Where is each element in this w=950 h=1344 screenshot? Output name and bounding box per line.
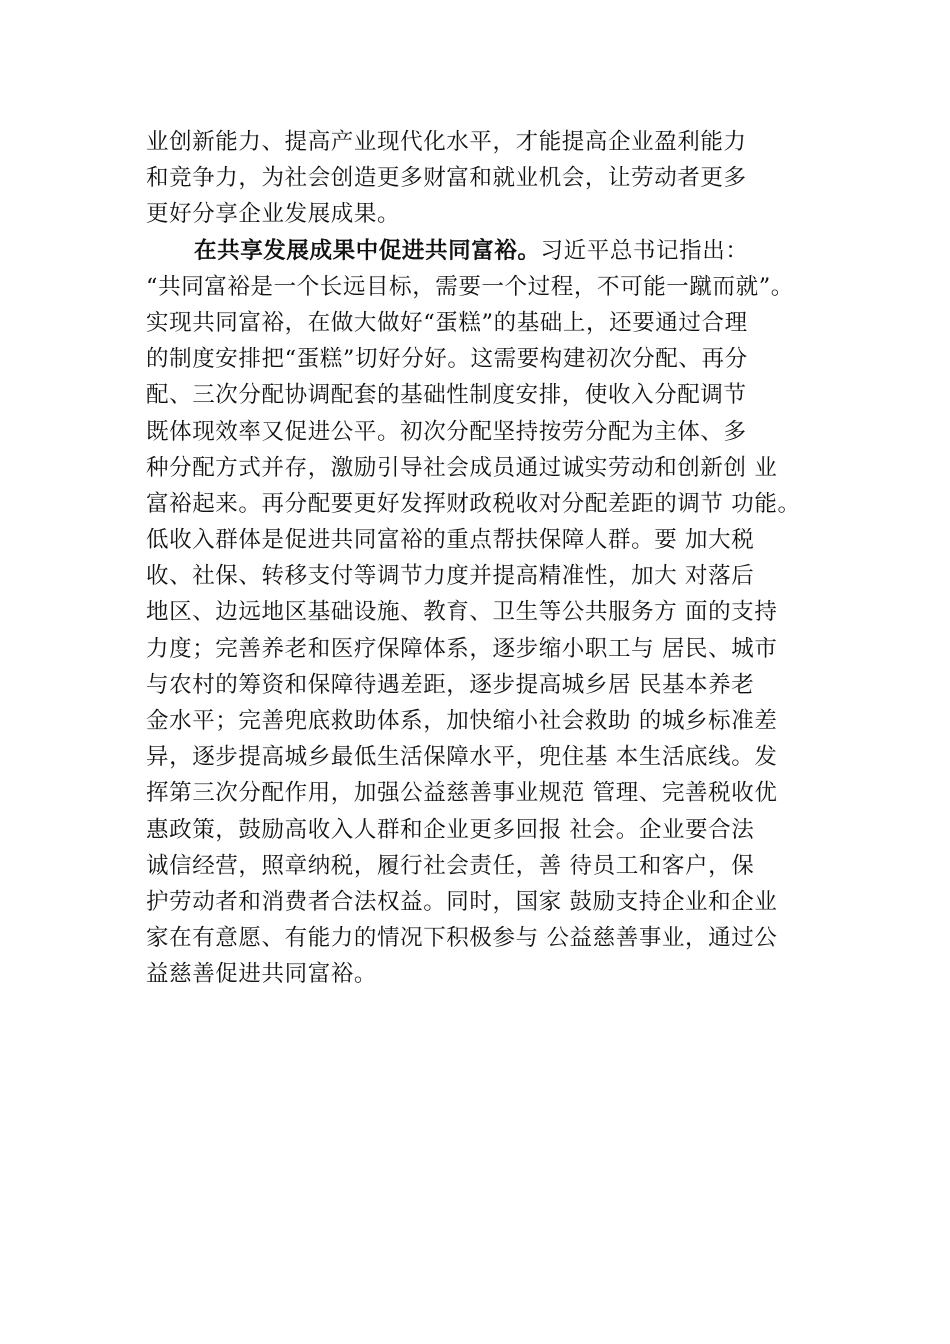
text-line: 惠政策，鼓励高收入人群和企业更多回报 社会。企业要合法	[146, 816, 755, 843]
text-line: 种分配方式并存，激励引导社会成员通过诚实劳动和创新创 业	[146, 454, 778, 481]
text-line: “共同富裕是一个长远目标，需要一个过程，不可能一蹴而就”。	[146, 273, 794, 300]
paragraph-first-line	[146, 233, 866, 269]
text-line: 与农村的筹资和保障待遇差距，逐步提高城乡居 民基本养老	[146, 671, 755, 698]
text-line: 异，逐步提高城乡最低生活保障水平，兜住基 本生活底线。发	[146, 744, 778, 771]
text-line: 业创新能力、提高产业现代化水平，才能提高企业盈利能力	[146, 129, 747, 155]
text-line: 既体现效率又促进公平。初次分配坚持按劳分配为主体、多	[146, 418, 747, 445]
text-line: 力度；完善养老和医疗保障体系，逐步缩小职工与 居民、城市	[146, 635, 778, 662]
text-line: 和竞争力，为社会创造更多财富和就业机会，让劳动者更多	[146, 165, 747, 192]
text-line: 收、社保、转移支付等调节力度并提高精准性，加大 对落后	[146, 563, 755, 590]
text-line: 的制度安排把“蛋糕”切好分好。这需要构建初次分配、再分	[146, 346, 748, 373]
text-line: 低收入群体是促进共同富裕的重点帮扶保障人群。要 加大税	[146, 527, 755, 554]
text-line: 更好分享企业发展成果。	[146, 201, 401, 228]
text-line: 护劳动者和消费者合法权益。同时，国家 鼓励支持企业和企业	[146, 888, 778, 915]
text-line: 家在有意愿、有能力的情况下积极参与 公益慈善事业，通过公	[146, 925, 778, 952]
document-body	[146, 124, 866, 993]
text-line: 配、三次分配协调配套的基础性制度安排，使收入分配调节	[146, 382, 747, 409]
text-line: 富裕起来。再分配要更好发挥财政税收对分配差距的调节 功能。	[146, 490, 801, 517]
text-line: 挥第三次分配作用，加强公益慈善事业规范 管理、完善税收优	[146, 780, 778, 807]
paragraph-heading: 在共享发展成果中促进共同富裕。	[194, 237, 541, 264]
text-line: 诚信经营，照章纳税，履行社会责任，善 待员工和客户，保	[146, 852, 755, 879]
text-line: 地区、边远地区基础设施、教育、卫生等公共服务方 面的支持	[146, 599, 778, 626]
text-line: 益慈善促进共同富裕。	[146, 961, 378, 988]
text-line: 实现共同富裕，在做大做好“蛋糕”的基础上，还要通过合理	[146, 309, 748, 336]
text-span: 习近平总书记指出：	[540, 237, 749, 264]
text-line: 金水平；完善兜底救助体系，加快缩小社会救助 的城乡标准差	[146, 708, 778, 734]
